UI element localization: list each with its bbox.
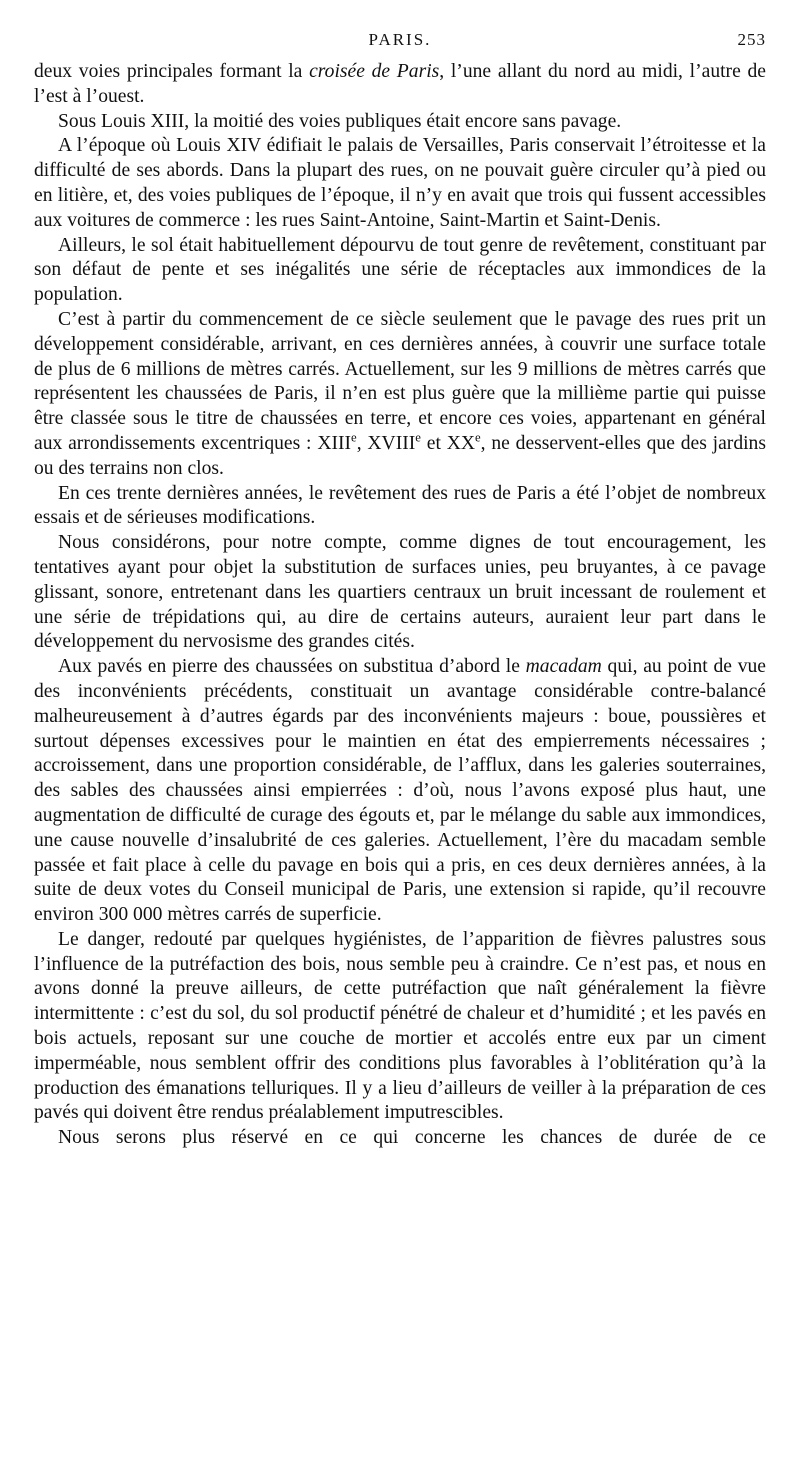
- body-text: [34, 60, 766, 1151]
- text-run: qui, au point de vue des inconvénients précédents, constituait un avantage considérable contre-balancé malheureusement à d’autres égards par des inconvénients majeurs : boue, poussières et surtout dépenses excessives pour le maintien en état des empierrements nécessaires ; accroissement, dans une proportion considérable, de l’afflux, dans les galeries souterraines, des sables des chaussées ainsi empierrées : d’où, nous l’avons exposé plus haut, une augmentation de difficulté de curage des égouts et, par le mélange du sable aux immondices, une cause nouvelle d’insalubrité de ces galeries. Actuellement, l’ère du macadam semble passée et fait place à celle du pavage en bois qui a pris, en ces deux dernières années, à la suite de deux votes du Conseil municipal de Paris, une extension si rapide, qu’il recouvre environ 300 000 mètres carrés de superficie.: [34, 656, 766, 926]
- text-run: , l’une allant du nord au midi, l’autre de l’est à l’ouest.: [34, 61, 766, 107]
- text-run: Aux pavés en pierre des chaussées on substitua d’abord le: [58, 656, 526, 678]
- text-run: C’est à partir du commencement de ce siècle seulement que le pavage des rues prit un développement considérable, arrivant, en ces dernières années, à couvrir une surface totale de plus de 6 millions de mètres carrés. Actuellement, sur les 9 millions de mètres carrés que représentent les chaussées de Paris, il n’en est plus guère que la millième partie qui puisse être classée sous le titre de chaussées en terre, et encore ces voies, appartenant en général aux arrondissements excentriques : XIII: [34, 308, 766, 454]
- paragraph: [34, 234, 766, 308]
- text-run: et XX: [420, 432, 476, 454]
- superscript: e: [415, 430, 421, 445]
- superscript: e: [351, 430, 357, 445]
- text-run: Le danger, redouté par quelques hygiénistes, de l’apparition de fièvres palustres sous l’influence de la putréfaction des bois, nous semble peu à craindre. Ce n’est pas, et nous en avons donné la preuve ailleurs, de cette putréfaction que naît généralement la fièvre intermittente : c’est du sol, du sol productif pénétré de chaleur et d’humidité ; et les pavés en bois actuels, reposant sur une couche de mortier et accolés entre eux par un ciment imperméable, nous semblent offrir des conditions plus favorables à l’oblitération qu’à la production des émanations telluriques. Il y a lieu d’ailleurs de veiller à la préparation de ces pavés qui doivent être rendus préalablement imputrescibles.: [34, 928, 766, 1124]
- superscript: e: [475, 430, 481, 445]
- text-run: , XVIII: [356, 432, 416, 454]
- paragraph: [34, 1126, 766, 1151]
- paragraph: [34, 60, 766, 110]
- text-run: En ces trente dernières années, le revêtement des rues de Paris a été l’objet de nombreux essais et de sérieuses modifications.: [34, 482, 766, 529]
- page-number: 253: [737, 30, 766, 49]
- text-run: Ailleurs, le sol était habituellement dépourvu de tout genre de revêtement, constituant par son défaut de pente et ses inégalités une série de réceptacles aux immondices de la population.: [34, 234, 766, 306]
- page: [34, 26, 766, 1151]
- italic-text: macadam: [525, 656, 602, 678]
- paragraph: [34, 134, 766, 233]
- paragraph: [34, 110, 766, 135]
- italic-text: croisée de Paris: [309, 61, 440, 82]
- text-run: , ne desservent-elles que des jardins ou des terrains non clos.: [34, 432, 766, 479]
- paragraph: [34, 928, 766, 1126]
- paragraph: [34, 655, 766, 928]
- text-run: deux voies principales formant la: [34, 61, 310, 82]
- footer-marks: [200, 1444, 770, 1450]
- paragraph: [34, 531, 766, 655]
- running-head: PARIS.: [368, 30, 432, 49]
- paragraph: [34, 308, 766, 482]
- text-run: A l’époque où Louis XIV édifiait le palais de Versailles, Paris conservait l’étroitesse et la difficulté de ses abords. Dans la plupart des rues, on ne pouvait guère circuler qu’à pied ou en litière, et, des voies publiques de l’époque, il n’y en avait que trois qui fussent accessibles aux voitures de commerce : les rues Saint-Antoine, Saint-Martin et Saint-Denis.: [34, 135, 766, 231]
- page-header: [34, 26, 766, 60]
- text-run: Nous considérons, pour notre compte, comme dignes de tout encouragement, les tentatives ayant pour objet la substitution de surfaces unies, peu bruyantes, à ce pavage glissant, sonore, entretenant dans les quartiers centraux un bruit incessant de roulement et une série de trépidations qui, au dire de certains auteurs, auraient leur part dans le développement du nervosisme des grandes cités.: [34, 532, 766, 653]
- text-run: Sous Louis XIII, la moitié des voies publiques était encore sans pavage.: [58, 110, 622, 132]
- text-run: Nous serons plus réservé en ce qui concerne les chances de durée de ce: [58, 1127, 766, 1149]
- paragraph: [34, 482, 766, 532]
